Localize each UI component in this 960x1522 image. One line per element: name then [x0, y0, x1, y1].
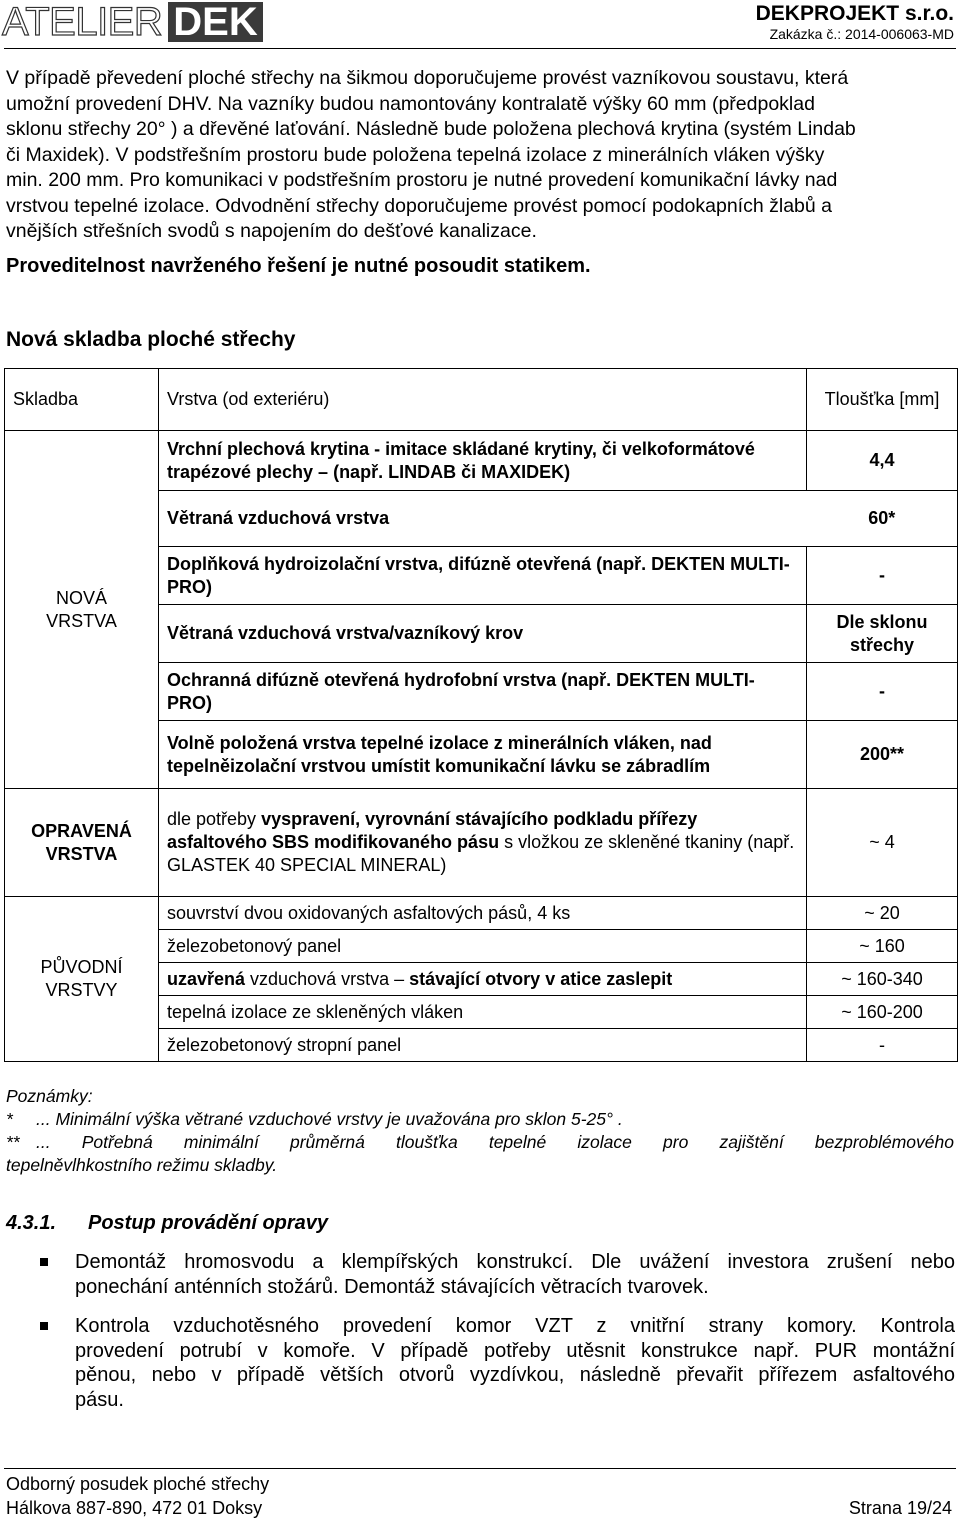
layer-cell: Větraná vzduchová vrstva	[159, 491, 807, 547]
atelier-dek-logo	[2, 2, 263, 42]
layer-cell	[159, 963, 807, 996]
intro-paragraph	[6, 66, 954, 245]
thickness-text: Dle sklonu střechy	[836, 611, 928, 655]
thickness-cell: 200**	[807, 721, 958, 789]
header-skladba: Skladba	[5, 369, 159, 431]
logo-text-dek: DEK	[168, 2, 262, 42]
footer-address: Hálkova 887-890, 472 01 Doksy	[6, 1498, 263, 1518]
note-2-text: ... Potřebná minimální průměrná tloušťka tepelné izolace pro zajištění bezproblémového	[36, 1132, 954, 1152]
layer-cell: Doplňková hydroizolační vrstva, difúzně otevřená (např. DEKTEN MULTI-PRO)	[159, 547, 807, 605]
intro-line: min. 200 mm. Pro komunikaci v podstřešním prostoru je nutné provedení komunikační lávky nad	[6, 169, 838, 191]
thickness-cell: ~ 160-200	[807, 996, 958, 1029]
intro-line: V případě převedení ploché střechy na šikmou doporučujeme provést vazníkovou soustavu, která	[6, 67, 849, 89]
logo-text-atelier: ATELIER	[2, 0, 163, 44]
table-header-row	[5, 369, 958, 431]
statics-warning: Proveditelnost navrženého řešení je nutné posoudit statikem.	[6, 255, 591, 277]
group-opravena-label: OPRAVENÁ VRSTVA	[31, 820, 132, 864]
header-divider	[4, 48, 956, 49]
bullet-line: pásu.	[75, 1388, 124, 1411]
layer-text: s vložkou ze skleněné tkaniny (např. GLASTEK 40 SPECIAL MINERAL)	[167, 832, 795, 875]
bullet-line: Demontáž hromosvodu a klempířských konstrukcí. Dle uvážení investora zrušení nebo	[75, 1251, 955, 1273]
layer-text-bold: stávající otvory v atice zaslepit	[409, 968, 673, 989]
note-2-mark: **	[6, 1132, 20, 1152]
bullet-line: pěnou, nebo v případě větších otvorů vyzdívkou, následně převařit přířezem asfaltového	[75, 1364, 955, 1386]
intro-line: umožní provedení DHV. Na vazníky budou namontovány kontralatě výšky 60 mm (předpoklad	[6, 92, 815, 115]
bullet-item	[40, 1250, 955, 1299]
layer-cell: železobetonový stropní panel	[159, 1029, 807, 1062]
bullet-item	[40, 1314, 955, 1412]
group-opravena	[5, 789, 159, 897]
notes	[6, 1085, 954, 1177]
bullet-line: ponechání anténních stožárů. Demontáž stávajících větracích tvarovek.	[75, 1275, 709, 1298]
header-vrstva: Vrstva (od exteriéru)	[159, 369, 807, 431]
bullet-square-icon	[40, 1322, 48, 1330]
footer-title: Odborný posudek ploché střechy	[6, 1474, 270, 1494]
order-number: Zakázka č.: 2014-006063-MD	[769, 26, 954, 42]
bullet-text	[75, 1250, 955, 1299]
intro-line: vnějších střešních svodů s napojením do dešťové kanalizace.	[6, 220, 537, 242]
note-2	[6, 1131, 954, 1154]
thickness-cell: -	[807, 547, 958, 605]
footer-left	[6, 1472, 269, 1520]
subsection-heading	[6, 1212, 328, 1235]
group-puvodni-label: PŮVODNÍ VRSTVY	[40, 957, 123, 1000]
thickness-cell: -	[807, 1029, 958, 1062]
layer-text-bold: uzavřená	[167, 968, 246, 989]
thickness-cell: -	[807, 663, 958, 721]
thickness-cell: 4,4	[807, 431, 958, 491]
subsection-title: Postup provádění opravy	[88, 1212, 329, 1234]
layer-cell: Větraná vzduchová vrstva/vazníkový krov	[159, 605, 807, 663]
header-right	[756, 2, 954, 42]
table-row	[5, 431, 958, 491]
intro-line: sklonu střechy 20° ) a dřevěné laťování. Následně bude položena plechová krytina (systém Lindab	[6, 118, 856, 140]
thickness-cell: ~ 4	[807, 789, 958, 897]
layer-text: vzduchová vrstva –	[245, 968, 410, 989]
table-row	[5, 897, 958, 930]
footer-divider	[4, 1468, 956, 1469]
thickness-cell: ~ 160	[807, 930, 958, 963]
bullet-line: Kontrola vzduchotěsného provedení komor VZT z vnitřní strany komory. Kontrola	[75, 1315, 955, 1337]
layer-text-bold: vyspravení, vyrovnání stávajícího podkladu přířezy asfaltového SBS modifikovaného pásu	[167, 809, 698, 852]
header-tloustka: Tloušťka [mm]	[807, 369, 958, 431]
bullet-line: provedení potrubí v komoře. V případě potřeby utěsnit konstrukce např. PUR montážní	[75, 1339, 955, 1362]
thickness-cell	[807, 605, 958, 663]
group-puvodni	[5, 897, 159, 1062]
thickness-cell: ~ 160-340	[807, 963, 958, 996]
bullet-square-icon	[40, 1258, 48, 1266]
layer-cell: železobetonový panel	[159, 930, 807, 963]
section-title: Nová skladba ploché střechy	[6, 328, 296, 351]
note-2-continued: tepelněvlhkostního režimu skladby.	[6, 1155, 278, 1175]
layer-cell: tepelná izolace ze skleněných vláken	[159, 996, 807, 1029]
layer-cell: Vrchní plechová krytina - imitace skládané krytiny, či velkoformátové trapézové plechy – (např. LINDAB či MAXIDEK)	[159, 431, 807, 491]
note-1	[6, 1108, 954, 1131]
layer-cell: Ochranná difúzně otevřená hydrofobní vrstva (např. DEKTEN MULTI-PRO)	[159, 663, 807, 721]
note-1-mark: *	[6, 1109, 13, 1129]
notes-title: Poznámky:	[6, 1086, 93, 1106]
layer-cell	[159, 789, 807, 897]
intro-line: vrstvou tepelné izolace. Odvodnění střechy doporučujeme provést pomocí podokapních žlabů a	[6, 194, 832, 217]
table-row	[5, 789, 958, 897]
thickness-cell: 60*	[807, 491, 958, 547]
group-nova	[5, 431, 159, 789]
page-number: Strana 19/24	[848, 1498, 952, 1518]
group-nova-label: NOVÁ VRSTVA	[46, 587, 117, 631]
layer-cell: Volně položená vrstva tepelné izolace z minerálních vláken, nad tepelněizolační vrstvou umístit komunikační lávku se zábradlím	[159, 721, 807, 789]
company-name: DEKPROJEKT s.r.o.	[755, 2, 954, 25]
subsection-number: 4.3.1.	[6, 1212, 57, 1234]
layer-cell: souvrství dvou oxidovaných asfaltových pásů, 4 ks	[159, 897, 807, 930]
layer-text: dle potřeby	[167, 809, 262, 829]
note-1-text: ... Minimální výška větrané vzduchové vrstvy je uvažována pro sklon 5-25° .	[36, 1109, 623, 1129]
thickness-cell: ~ 20	[807, 897, 958, 930]
bullet-text	[75, 1314, 955, 1412]
roof-layers-table	[4, 368, 958, 1062]
intro-line: či Maxidek). V podstřešním prostoru bude položena tepelná izolace z minerálních vláken výšky	[6, 143, 825, 166]
